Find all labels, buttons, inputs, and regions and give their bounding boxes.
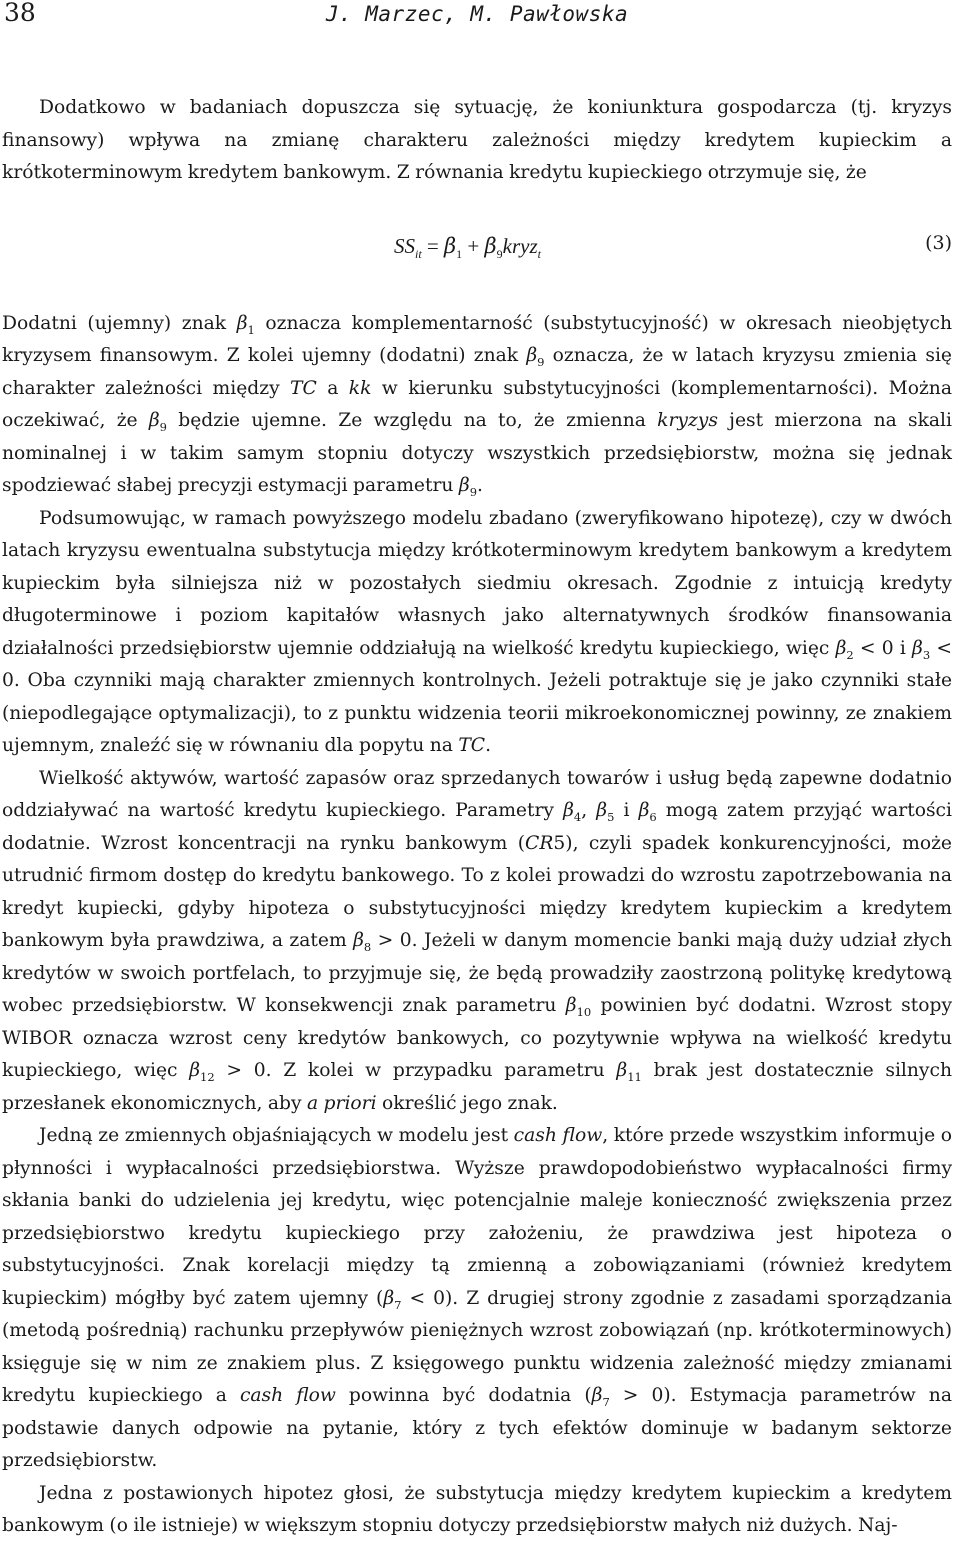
eq-kryz-sub: t [537, 246, 541, 261]
eq-ss-sub: it [415, 246, 422, 261]
p4-a-priori: a priori [306, 1092, 377, 1114]
eq-equals: = [421, 233, 445, 258]
beta-symbol: β [616, 1060, 628, 1081]
running-head: J. Marzec, M. Pawłowska [325, 2, 629, 26]
beta-subscript: 5 [607, 810, 615, 824]
p3-text-4: . [485, 735, 492, 756]
beta-symbol: β [835, 637, 847, 659]
beta-symbol: β [563, 800, 574, 821]
beta-subscript: 7 [602, 1395, 610, 1409]
beta-symbol: β [591, 1385, 603, 1406]
p4-text-10: określić jego znak. [376, 1092, 558, 1114]
p4-text-6: > 0. Jeżeli w danym momencie banki mają duży udział złych kredytów w swoich portfelach, to przyjmuje się, że będą prowadziły zaostrzoną politykę kredytową wobec przedsiębiorstw. W konsekwencji znak parametru [2, 930, 952, 1016]
p2-text-5: w kierunku substytucyjności (komplementarności). Można oczekiwać, że [2, 377, 952, 431]
p5-text-4: powinna być dodatnia ( [335, 1385, 592, 1406]
p2-tc: TC [290, 377, 317, 399]
p2-kk: kk [348, 377, 372, 399]
p5-text-3: < 0). Z drugiej strony zgodnie z zasadami sporządzania (metodą pośrednią) rachunku przepływów pieniężnych wzrost zobowiązań (np. krótkoterminowych) księguje się w nim ze znakiem plus. Z księgowego punktu widzenia zależność między zmianami kredytu kupieckiego a [2, 1287, 952, 1406]
p4-text-9: brak jest dostatecznie silnych przesłanek ekonomicznych, aby [2, 1060, 952, 1114]
equation-number: (3) [925, 231, 952, 254]
p4-text-4: mogą zatem przyjąć wartości dodatnie. Wzrost koncentracji na rynku bankowym ( [2, 800, 952, 854]
p2-text-4: a [316, 377, 349, 399]
paragraph-1: Dodatkowo w badaniach dopuszcza się sytuację, że koniunktura gospodarcza (tj. kryzys finansowy) wpływa na zmianę charakteru zależności między kredytem kupieckim a krótkoterminowym kredytem bankowym. Z równania kredytu kupieckiego otrzymuje się, że [2, 97, 952, 183]
beta-subscript: 10 [576, 1005, 592, 1019]
equation-3 [2, 196, 952, 308]
paragraph-2 [2, 308, 952, 503]
p5-text-2: , które przede wszystkim informuje o płynności i wypłacalności przedsiębiorstwa. Wyższe prawdopodobieństwo wypłacalności firmy skłania banki do udzielenia jej kredytu, więc potencjalnie maleje konieczność zwiększenia przez przedsiębiorstwo kredytu kupieckiego przy założeniu, że prawdziwa jest hipoteza o substytucyjności. Znak korelacji między tą zmienną a zobowiązaniami (również kredytem kupieckim) mógłby być zatem ujemny ( [2, 1125, 953, 1309]
page-header [2, 0, 952, 26]
p3-text-1: Podsumowując, w ramach powyższego modelu zbadano (zweryfikowano hipotezę), czy w dwóch latach kryzysu ewentualna substytucja między krótkoterminowym kredytem bankowym a kredytem kupieckim była silniejsza niż w pozostałych siedmiu okresach. Zgodnie z intuicją kredyty długoterminowe i poziom kapitałów własnych jako alternatywnych środków finansowania działalności przedsiębiorstw ujemnie oddziałują na wielkość kredytu kupieckiego, więc [2, 507, 952, 659]
eq-plus: + [462, 233, 485, 258]
eq-beta-9-sub: 9 [496, 246, 503, 261]
eq-beta-9: β [484, 233, 497, 258]
p3-text-3: < 0. Oba czynniki mają charakter zmiennych kontrolnych. Jeżeli potraktuje się je jako czynniki stałe (niepodlegające optymalizacji), to z punktu widzenia teorii mikroekonomicznej powinny, ze znakiem ujemnym, znaleźć się w równaniu dla popytu na [2, 637, 953, 756]
beta-subscript: 4 [573, 810, 582, 824]
paragraph-3 [2, 503, 952, 763]
p3-tc: TC [458, 735, 486, 756]
beta-symbol: β [458, 475, 470, 496]
beta-symbol: β [912, 637, 923, 659]
p2-text-8: . [477, 475, 483, 496]
equation-body [394, 234, 541, 259]
p4-text-5: 5), czyli spadek konkurencyjności, może utrudnić firmom dostęp do kredytu bankowego. To z kolei prowadzi do wzrostu zapotrzebowania na kredyt kupiecki, gdyby hipoteza o substytucyjności między kredytem kupieckim a kredytem bankowym była prawdziwa, a zatem [2, 832, 952, 951]
beta-subscript: 9 [159, 420, 167, 434]
eq-kryz: kryz [502, 233, 538, 258]
p2-text-3: oznacza, że w latach kryzysu zmienia się charakter zależności między [2, 345, 952, 399]
p4-text-7: powinien być dodatni. Wzrost stopy WIBOR oznacza wzrost ceny kredytów bankowych, co pozytywnie wpływa na wielkość kredytu kupieckiego, więc [2, 995, 953, 1081]
beta-subscript: 12 [200, 1070, 215, 1084]
p2-kryzys: kryzys [657, 410, 718, 431]
paragraph-6: Jedna z postawionych hipotez głosi, że substytucja między kredytem kupieckim a kredytem bankowym (o ile istnieje) w większym stopniu dotyczy przedsiębiorstw małych niż dużych. Naj- [2, 1482, 952, 1536]
beta-symbol: β [236, 312, 248, 334]
beta-symbol: β [565, 995, 577, 1016]
eq-ss: SS [394, 233, 415, 258]
p4-cr: CR [525, 832, 554, 854]
beta-subscript: 11 [627, 1070, 642, 1084]
eq-beta-1-sub: 1 [456, 246, 463, 261]
p5-text-5: > 0). Estymacja parametrów na podstawie danych odpowie na pytanie, który z tych efektów dominuje w badanym sektorze przedsiębiorstw. [2, 1385, 952, 1471]
paragraph-5 [2, 1120, 952, 1478]
beta-symbol: β [148, 410, 160, 431]
eq-beta-1: β [444, 233, 457, 258]
beta-subscript: 9 [469, 485, 478, 499]
beta-subscript: 1 [247, 322, 255, 337]
p5-cash-flow: cash flow [513, 1125, 603, 1146]
beta-symbol: β [526, 345, 538, 366]
beta-symbol: β [189, 1060, 201, 1081]
beta-subscript: 3 [922, 647, 931, 662]
beta-subscript: 9 [537, 355, 545, 369]
p5-text-1: Jedną ze zmiennych objaśniających w modelu jest [39, 1125, 514, 1146]
p2-text-7: jest mierzona na skali nominalnej i w takim samym stopniu dotyczy wszystkich przedsiębiorstw, można się jednak spodziewać słabej precyzji estymacji parametru [2, 410, 952, 496]
beta-symbol: β [383, 1287, 395, 1309]
article-body [2, 92, 952, 1543]
p2-text-6: będzie ujemne. Ze względu na to, że zmienna [167, 410, 658, 431]
beta-symbol: β [638, 800, 650, 821]
beta-subscript: 2 [846, 647, 854, 662]
page-number: 38 [4, 0, 36, 27]
beta-subscript: 7 [394, 1297, 402, 1312]
p4-text-8: > 0. Z kolei w przypadku parametru [214, 1060, 617, 1081]
p2-text-2: oznacza komplementarność (substytucyjność) w okresach nieobjętych kryzysem finansowym. Z kolei ujemny (dodatni) znak [2, 312, 952, 366]
p4-text-2: , [581, 800, 597, 821]
p2-text-1: Dodatni (ujemny) znak [2, 312, 237, 334]
beta-symbol: β [353, 930, 364, 951]
beta-symbol: β [596, 800, 608, 821]
p3-text-2: < 0 i [853, 637, 913, 659]
beta-subscript: 8 [363, 940, 372, 954]
p4-text-3: i [614, 800, 639, 821]
p4-text-1: Wielkość aktywów, wartość zapasów oraz sprzedanych towarów i usług będą zapewne dodatnio oddziaływać na wartość kredytu kupieckiego. Parametry [2, 767, 952, 821]
p5-cash-flow-2: cash flow [239, 1385, 336, 1406]
paragraph-4 [2, 763, 952, 1121]
beta-subscript: 6 [649, 810, 657, 824]
